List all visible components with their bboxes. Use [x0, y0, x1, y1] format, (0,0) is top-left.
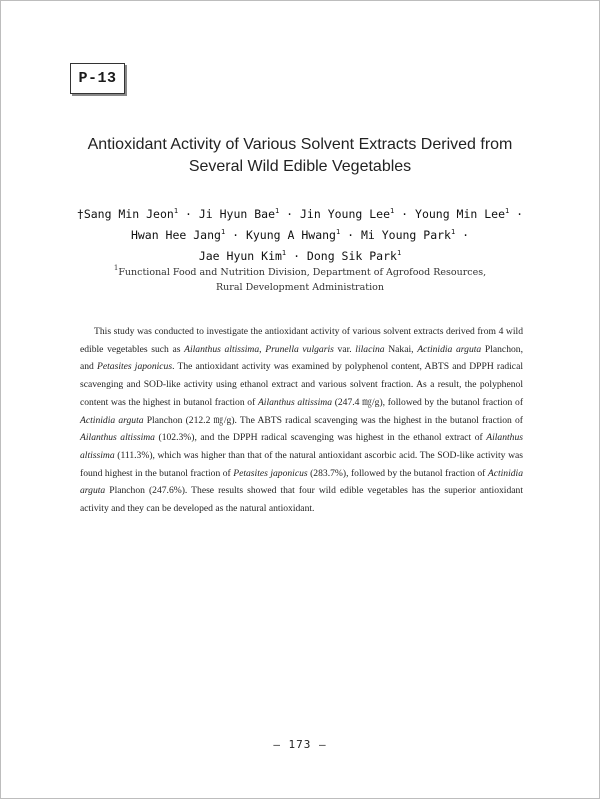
species-name: Petasites japonicus [233, 467, 308, 479]
species-name: Prunella vulgaris [265, 343, 334, 355]
species-name: Ailanthus altissima [184, 343, 260, 355]
author-separator: · [279, 207, 300, 221]
author-name: Dong Sik Park [306, 249, 397, 263]
author-name: Ji Hyun Bae [198, 207, 275, 221]
species-name: Actinidia arguta [80, 414, 144, 426]
author-name: †Sang Min Jeon [76, 207, 174, 221]
author-name: Jin Young Lee [300, 207, 391, 221]
author-name: Jae Hyun Kim [198, 249, 282, 263]
author-separator: · [340, 228, 361, 242]
affiliation-text-1: Functional Food and Nutrition Division, Department of Agrofood Resources, [118, 267, 487, 278]
abstract-text: This study was conducted to investigate the antioxidant activity of various solvent extracts derived from 4 wild edible vegetables such as [80, 326, 523, 355]
author-line [40, 202, 560, 223]
abstract-text: . The antioxidant activity was examined by polyphenol content, ABTS and DPPH radical scavenging and SOD-like activity using ethanol extract and various solvent fraction. As a result, the polyphenol content was the highest in butanol fraction of [80, 361, 523, 408]
abstract-text: Planchon (247.6%). These results showed that four wild edible vegetables has the superior antioxidant activity and they can be developed as the natural antioxidant. [80, 485, 523, 515]
author-name: Hwan Hee Jang [130, 228, 221, 242]
abstract-text: (111.3%), which was higher than that of the natural antioxidant ascorbic acid. The SOD-like activity was found highest in the butanol fraction of [80, 449, 523, 479]
author-affiliation-superscript: 1 [275, 207, 280, 215]
author-affiliation-superscript: 1 [281, 249, 287, 257]
author-name: Mi Young Park [360, 228, 451, 242]
author-separator: · [455, 228, 470, 242]
abstract-text: (102.3%), and the DPPH radical scavenging was highest in the ethanol extract of [154, 432, 487, 444]
species-name: Ailanthus altissima [80, 432, 523, 461]
affiliation-line-1 [40, 261, 560, 280]
title-line-1: Antioxidant Activity of Various Solvent Extracts Derived from [87, 136, 513, 153]
affiliation-line-2: Rural Development Administration [216, 282, 384, 293]
abstract-text: Planchon (212.2 ㎎/g). The ABTS radical scavenging was the highest in the butanol fraction of [143, 414, 523, 426]
author-line [40, 223, 560, 244]
paper-title [40, 134, 560, 178]
author-list [40, 202, 560, 265]
species-name: Actinidia arguta [417, 343, 482, 355]
poster-label: P-13 [70, 63, 125, 94]
species-name: Actinidia arguta [80, 467, 523, 497]
species-name: Ailanthus altissima [80, 432, 155, 444]
page-number: – 173 – [273, 738, 327, 751]
author-name: Kyung A Hwang [245, 228, 336, 242]
author-affiliation-superscript: 1 [335, 228, 341, 236]
author-separator: · [509, 207, 524, 221]
abstract-paragraph [80, 323, 523, 518]
author-name: Young Min Lee [415, 207, 506, 221]
author-separator: · [225, 228, 246, 242]
species-name: Ailanthus altissima [257, 396, 333, 408]
abstract-text: (283.7%), followed by the butanol fraction of [307, 467, 488, 479]
abstract-text: Nakai, [384, 343, 418, 355]
affiliation-superscript: 1 [113, 264, 119, 272]
author-affiliation-superscript: 1 [505, 207, 510, 215]
author-separator: · [286, 249, 307, 263]
abstract-text: , [259, 343, 266, 355]
author-separator: · [178, 207, 199, 221]
species-name: lilacina [355, 343, 385, 355]
author-affiliation-superscript: 1 [220, 228, 226, 236]
abstract-text: var. [333, 343, 356, 355]
author-affiliation-superscript: 1 [450, 228, 456, 236]
author-affiliation-superscript: 1 [173, 207, 179, 215]
abstract-text: Planchon, and [80, 343, 523, 373]
title-line-2: Several Wild Edible Vegetables [188, 158, 412, 175]
affiliation [40, 261, 560, 295]
abstract-text: (247.4 ㎎/g), followed by the butanol fraction of [332, 396, 524, 408]
author-separator: · [394, 207, 416, 221]
author-affiliation-superscript: 1 [390, 207, 395, 215]
author-affiliation-superscript: 1 [396, 249, 402, 257]
species-name: Petasites japonicus [97, 361, 173, 373]
